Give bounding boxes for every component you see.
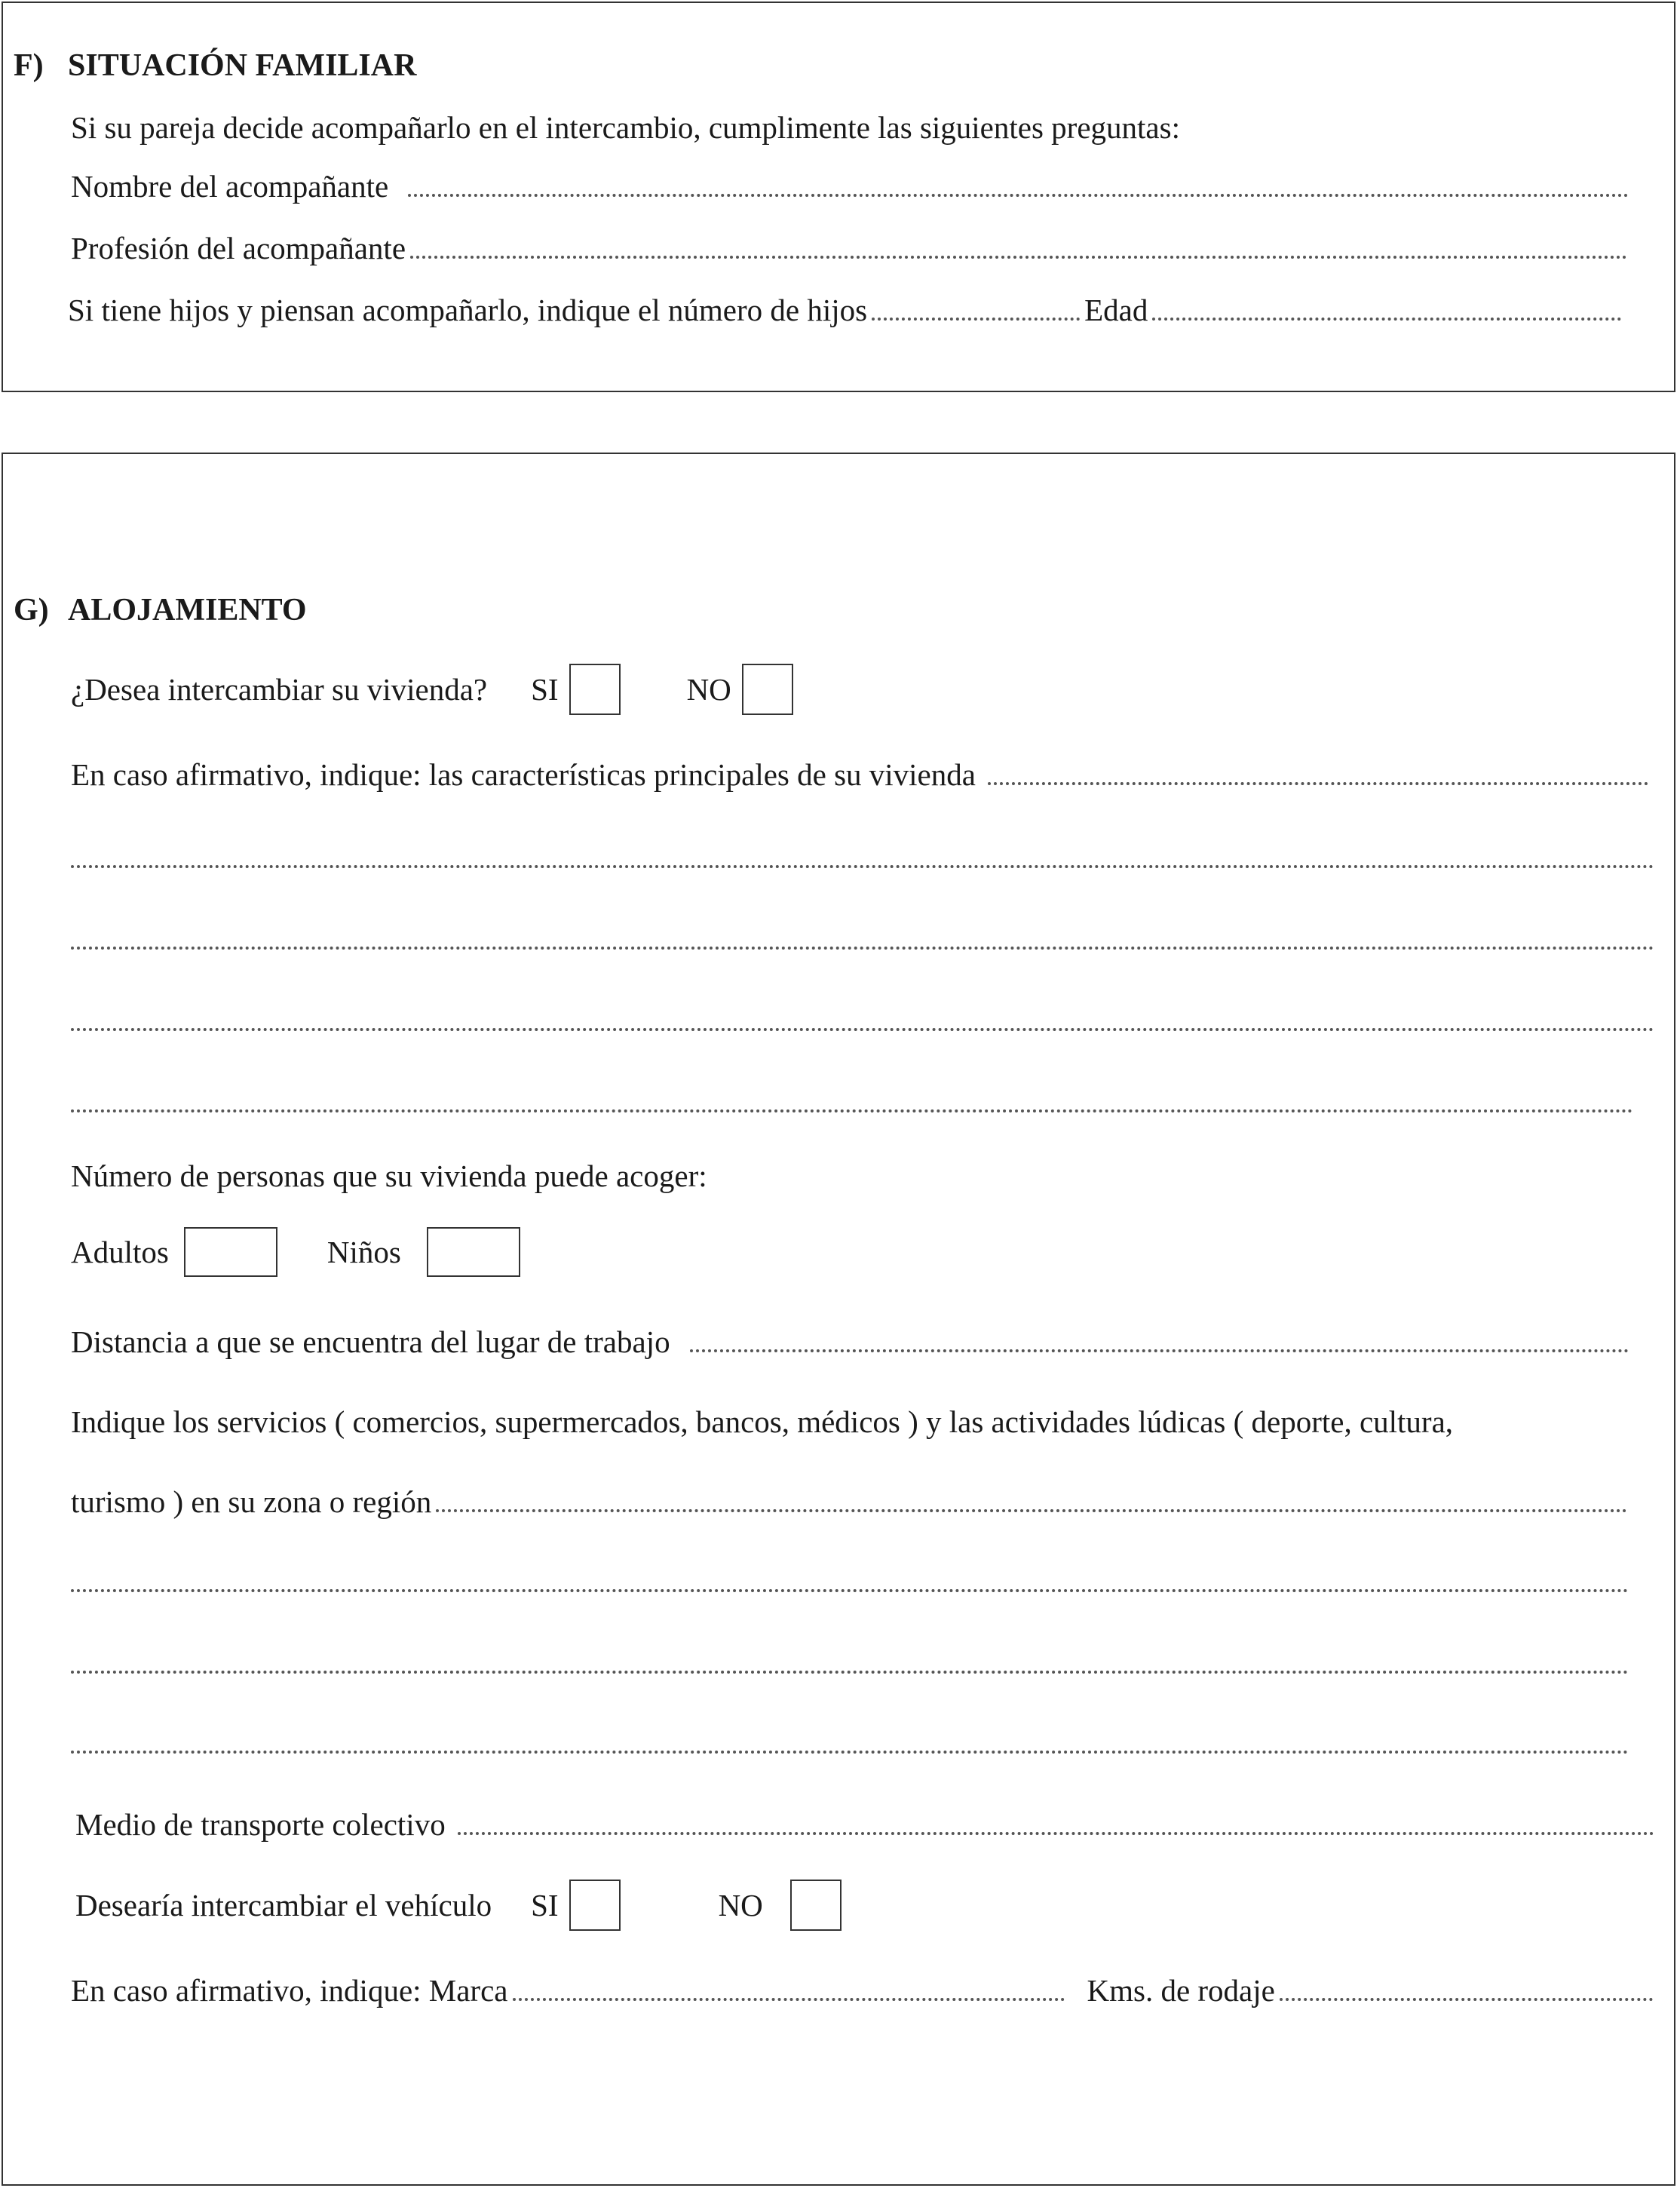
- distance-row: [71, 1321, 1633, 1362]
- home-features-row: [71, 754, 1653, 795]
- transport-label: Medio de transporte colectivo: [75, 1807, 446, 1842]
- adults-label: Adultos: [71, 1235, 169, 1269]
- companion-name-row: [71, 166, 1633, 207]
- home-features-line-4[interactable]: [71, 1028, 1654, 1031]
- children-count-field[interactable]: [872, 318, 1080, 321]
- vehicle-question: Desearía intercambiar el vehículo: [75, 1888, 492, 1923]
- services-continuation-3: [71, 1723, 1633, 1763]
- section-g-title: ALOJAMIENTO: [68, 593, 307, 628]
- home-features-line-2[interactable]: [71, 865, 1654, 868]
- services-row: [71, 1481, 1632, 1522]
- vehicle-details-label: En caso afirmativo, indique: Marca: [71, 1973, 508, 2008]
- services-continuation-1: [71, 1561, 1633, 1602]
- distance-field[interactable]: [690, 1349, 1629, 1352]
- vehicle-no-checkbox[interactable]: [790, 1880, 842, 1931]
- services-line-2[interactable]: [71, 1589, 1629, 1592]
- companion-profession-row: [71, 228, 1632, 269]
- companion-name-field[interactable]: [408, 194, 1629, 197]
- exchange-home-no-label: NO: [686, 672, 731, 707]
- services-label-line1: Indique los servicios ( comercios, supermercados, bancos, médicos ) y las actividades lúdicas ( deporte, cultura,: [71, 1404, 1454, 1439]
- capacity-label: Número de personas que su vivienda puede acoger:: [71, 1158, 707, 1193]
- transport-field[interactable]: [458, 1832, 1654, 1835]
- home-features-label: En caso afirmativo, indique: las características principales de su vivienda: [71, 757, 976, 792]
- home-features-continuation-1: [71, 837, 1659, 878]
- home-features-continuation-4: [71, 1082, 1638, 1122]
- services-line-4[interactable]: [71, 1751, 1629, 1754]
- adults-input[interactable]: [184, 1227, 277, 1277]
- transport-row: [75, 1804, 1659, 1845]
- home-features-field[interactable]: [988, 782, 1648, 785]
- children-count-label: Si tiene hijos y piensan acompañarlo, indique el número de hijos: [68, 293, 868, 327]
- services-line-3[interactable]: [71, 1671, 1629, 1674]
- vehicle-details-row: [71, 1970, 1657, 2011]
- vehicle-no-label: NO: [718, 1888, 763, 1923]
- home-features-line-3[interactable]: [71, 947, 1654, 950]
- companion-profession-label: Profesión del acompañante: [71, 231, 406, 265]
- exchange-home-yes-checkbox[interactable]: [569, 664, 621, 715]
- home-features-line-5[interactable]: [71, 1109, 1633, 1112]
- vehicle-km-label: Kms. de rodaje: [1087, 1973, 1275, 2008]
- section-f-title: SITUACIÓN FAMILIAR: [68, 48, 417, 83]
- services-continuation-2: [71, 1643, 1633, 1683]
- children-age-label: Edad: [1084, 293, 1148, 327]
- exchange-home-row: [71, 662, 793, 717]
- section-g-heading: [14, 590, 307, 631]
- vehicle-exchange-row: [75, 1878, 842, 1932]
- services-label-line2: turismo ) en su zona o región: [71, 1484, 432, 1519]
- children-capacity-input[interactable]: [427, 1227, 520, 1277]
- companion-name-label: Nombre del acompañante: [71, 169, 389, 204]
- vehicle-yes-checkbox[interactable]: [569, 1880, 621, 1931]
- section-f-letter: F): [14, 48, 44, 83]
- capacity-row: [71, 1155, 707, 1196]
- section-f-intro-text: Si su pareja decide acompañarlo en el intercambio, cumplimente las siguientes preguntas:: [71, 110, 1180, 145]
- capacity-boxes-row: [71, 1225, 520, 1279]
- section-f-intro: [71, 107, 1629, 148]
- companion-profession-field[interactable]: [410, 256, 1627, 259]
- section-f-heading: [14, 45, 416, 86]
- home-features-continuation-3: [71, 1000, 1659, 1041]
- children-age-field[interactable]: [1152, 318, 1621, 321]
- services-label-row: [71, 1401, 1453, 1442]
- children-row: [68, 290, 1626, 330]
- vehicle-yes-label: SI: [531, 1888, 559, 1923]
- exchange-home-question: ¿Desea intercambiar su vivienda?: [71, 672, 488, 707]
- services-field[interactable]: [436, 1509, 1627, 1512]
- section-g-letter: G): [14, 593, 49, 628]
- distance-label: Distancia a que se encuentra del lugar de trabajo: [71, 1324, 670, 1359]
- children-capacity-label: Niños: [326, 1235, 401, 1269]
- vehicle-km-field[interactable]: [1280, 1998, 1653, 2001]
- exchange-home-yes-label: SI: [531, 672, 559, 707]
- exchange-home-no-checkbox[interactable]: [742, 664, 793, 715]
- home-features-continuation-2: [71, 919, 1659, 959]
- vehicle-brand-field[interactable]: [513, 1998, 1065, 2001]
